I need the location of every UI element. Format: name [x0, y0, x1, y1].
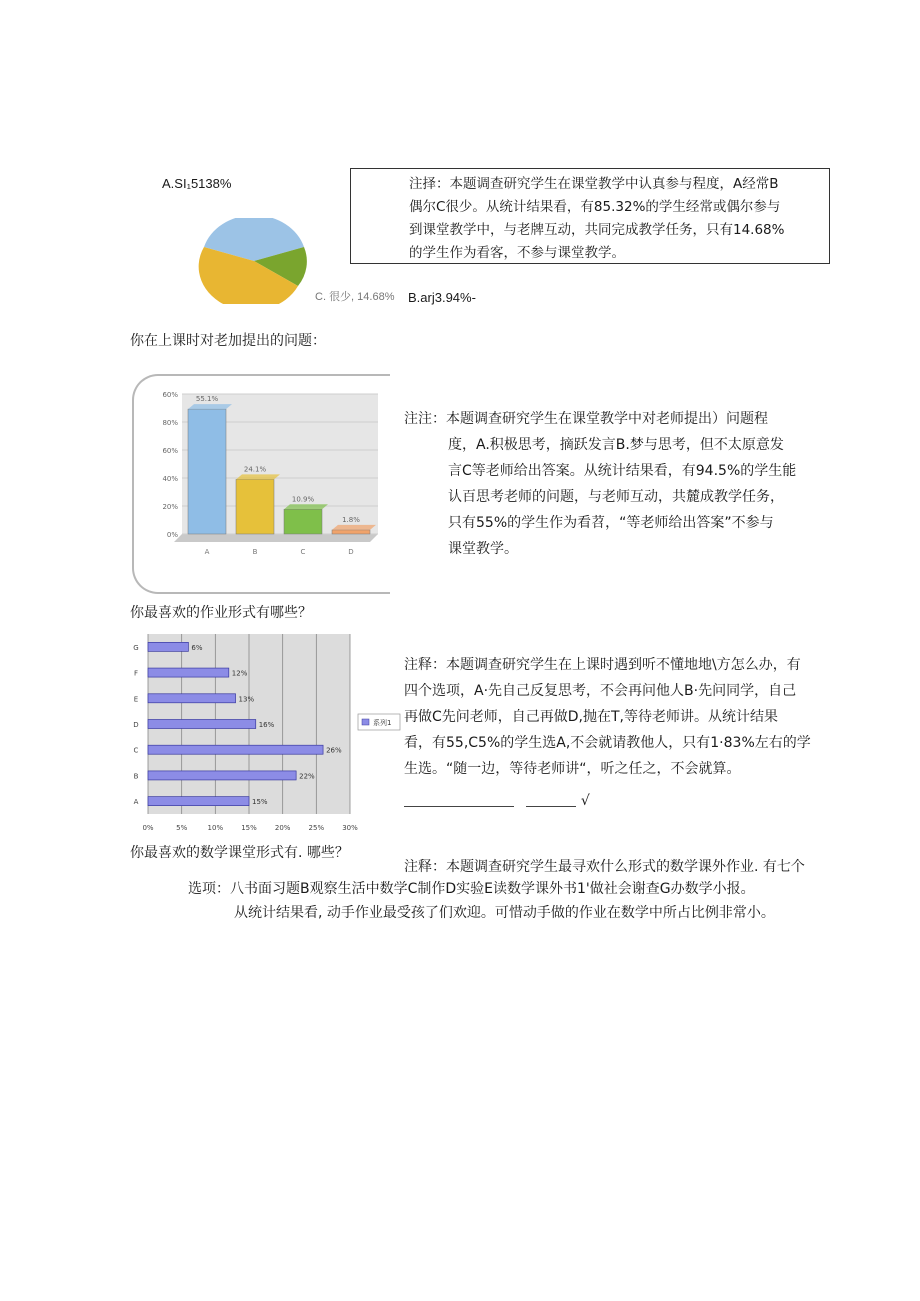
- chart2-bar: [188, 409, 226, 534]
- note2-line-1: 注注：本题调查研究学生在课堂教学中对老师提出）问题程: [404, 411, 768, 427]
- note2-line-3: 言C等老师给出答案。从统计结果看，有94.5%的学生能: [448, 463, 797, 479]
- chart2-data-label: 1.8%: [342, 515, 360, 524]
- note3-underline-row: [404, 788, 811, 814]
- chart3-category-label: D: [133, 721, 139, 729]
- chart2-ytick-label: 20%: [162, 503, 178, 511]
- note3-line-3: 再做C先问老师，自己再做D,抛在T,等待老师讲。从统计结果: [404, 709, 779, 725]
- chart2-data-label: 55.1%: [195, 395, 219, 404]
- chart2-ytick-label: 80%: [162, 419, 178, 427]
- question-4-heading: 你最喜欢的数学课堂形式有. 哪些？: [130, 845, 349, 861]
- chart3-bar: [148, 771, 296, 780]
- note2-line-4: 认百思考老师的问题，与老师互动，共麓成教学任务，: [448, 489, 784, 505]
- note2-line-6: 课堂教学。: [448, 541, 518, 557]
- chart3-value-label: 6%: [191, 643, 203, 652]
- chart3-value-label: 22%: [299, 772, 315, 781]
- chart3-xtick-label: 5%: [176, 824, 188, 832]
- chart2-data-label: 24.1%: [243, 465, 267, 474]
- note3-line-4: 看，有55,C5%的学生选A,不会就请教他人，只有1·83%左右的学: [404, 735, 811, 751]
- chart3-bar: [148, 694, 236, 703]
- chart2-category-label: C: [300, 548, 306, 556]
- chart3-category-label: F: [133, 669, 139, 678]
- pie-label-a: A.SI₁5138%: [162, 176, 232, 191]
- note1-line-3: 到课堂教学中，与老牌互动，共同完成教学任务，只有14.68%: [409, 222, 785, 238]
- chart2-bar-top: [284, 504, 328, 509]
- chart3-legend-label: 系列1: [373, 719, 392, 727]
- chart3-bar: [148, 642, 188, 651]
- pie-chart: [198, 218, 310, 304]
- chart3-value-label: 15%: [252, 798, 268, 807]
- chart3-category-label: E: [133, 695, 139, 704]
- check-mark: √: [580, 793, 590, 809]
- chart2-ytick-label: 60%: [162, 391, 178, 399]
- pie-label-b: B.arj3.94%-: [408, 290, 476, 305]
- note3-line-1: 注释：本题调查研究学生在上课时遇到听不懂地地\方怎么办，有: [404, 657, 801, 673]
- chart3-legend-swatch: [362, 719, 369, 725]
- chart3-bar: [148, 745, 323, 754]
- chart3-bar: [148, 668, 229, 677]
- chart3-value-label: 16%: [258, 721, 275, 729]
- note4-line-3: 从统计结果看, 动手作业最受孩了们欢迎。可惜动手做的作业在数学中所占比例非常小。: [234, 905, 775, 921]
- chart2-category-label: B: [252, 548, 258, 556]
- chart2-ytick-label: 0%: [166, 531, 178, 539]
- blank-underline-1: [404, 796, 514, 807]
- chart2-bar-top: [332, 525, 376, 530]
- chart3-xtick-label: 0%: [142, 824, 154, 832]
- chart3-xtick-label: 25%: [308, 824, 325, 832]
- chart3-value-label: 13%: [238, 695, 255, 704]
- note3-line-5: 生选。“随一边，等待老师讲“，听之任之，不会就算。: [404, 761, 741, 777]
- chart2-bar: [284, 509, 322, 534]
- question-2-heading: 你在上课时对老加提出的问题：: [130, 333, 326, 349]
- chart2-ytick-label: 40%: [162, 475, 178, 483]
- chart2-floor: [174, 534, 378, 542]
- pie-label-c: C. 很少, 14.68%: [315, 291, 395, 303]
- note3-line-2: 四个选项，A·先自己反复思考，不会再问他人B·先问同学，自己: [404, 683, 797, 699]
- note-block-2: [404, 406, 796, 562]
- chart3-bar: [148, 720, 256, 729]
- note2-line-5: 只有55%的学生作为看苕，“等老师给出答案”不参与: [448, 515, 774, 531]
- bar-chart-question-2: [148, 384, 386, 576]
- question-3-heading: 你最喜欢的作业形式有哪些？: [130, 605, 312, 621]
- chart2-bar-top: [188, 404, 232, 409]
- chart3-xtick-label: 20%: [274, 824, 291, 832]
- note1-line-1: 注择：本题调查研究学生在课堂教学中认真参与程度，A经常B: [409, 176, 779, 192]
- chart2-category-label: A: [204, 548, 210, 556]
- bar-chart-question-3: [130, 630, 408, 840]
- chart3-xtick-label: 10%: [207, 824, 224, 832]
- chart3-xtick-label: 15%: [241, 824, 257, 832]
- note1-line-4: 的学生作为看客，不参与课堂教学。: [409, 245, 625, 261]
- chart3-xtick-label: 30%: [342, 824, 358, 832]
- chart3-category-label: A: [133, 798, 139, 807]
- chart3-value-label: 26%: [326, 746, 342, 755]
- chart2-bar: [332, 530, 370, 534]
- note4-line-1: 注释：本题调查研究学生最寻欢什么形式的数学课外作业. 有七个: [404, 859, 805, 875]
- chart2-ytick-label: 60%: [162, 447, 178, 455]
- chart3-category-label: G: [133, 643, 139, 652]
- chart2-bar-top: [236, 474, 280, 479]
- chart3-value-label: 12%: [231, 669, 248, 678]
- chart2-bar: [236, 479, 274, 534]
- note1-line-2: 偶尔C很少。从统计结果看，有85.32%的学生经常或偶尔参与: [409, 199, 781, 215]
- note2-line-2: 度，A.积极思考，摘跃发言B.梦与思考，但不太原意发: [448, 437, 784, 453]
- note-box-1: [350, 168, 830, 264]
- chart3-bar: [148, 797, 249, 806]
- chart2-data-label: 10.9%: [291, 495, 315, 504]
- blank-underline-2: [526, 796, 576, 807]
- chart2-category-label: D: [348, 548, 354, 556]
- note4-line-2: 选项：八书面习题B观察生活中数学C制作D实验E读数学课外书1'做社会谢查G办数学小报。: [188, 881, 755, 897]
- chart3-category-label: C: [133, 746, 139, 755]
- chart3-category-label: B: [133, 772, 139, 781]
- note-block-3: [404, 652, 811, 814]
